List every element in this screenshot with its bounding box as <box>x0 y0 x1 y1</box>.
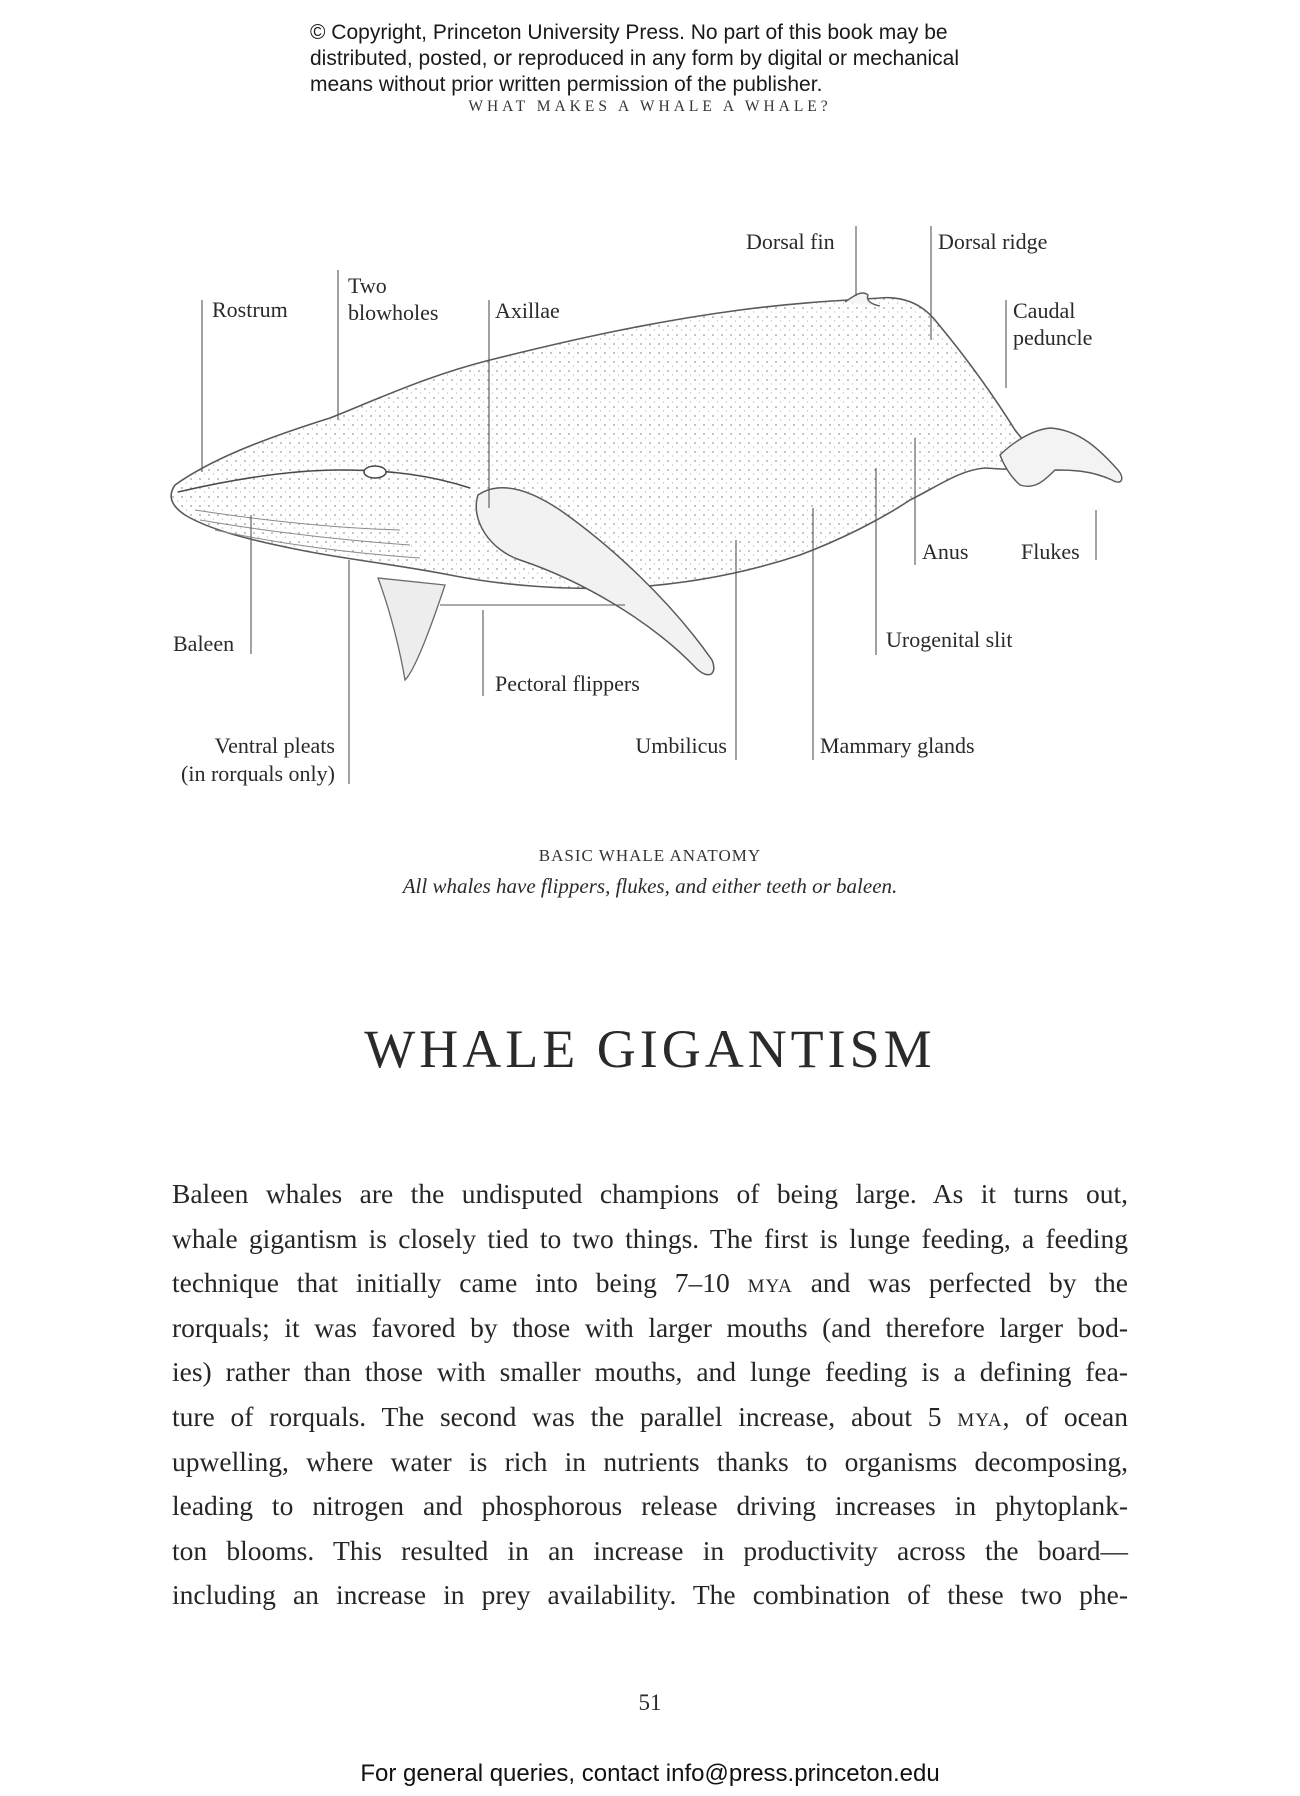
label-baleen: Baleen <box>173 631 235 656</box>
whale-far-flipper <box>378 578 445 680</box>
label-blowholes: blowholes <box>348 300 439 325</box>
body-text-segment: ture of rorquals. The second was the parallel increase, about 5 <box>172 1400 942 1432</box>
body-paragraph <box>172 1172 1128 1618</box>
label-two: Two <box>348 273 387 298</box>
body-line: leading to nitrogen and phosphorous release driving increases in phytoplank- <box>172 1490 1128 1522</box>
body-text-segment: technique that initially came into being 7–10 <box>172 1267 730 1299</box>
label-ventral-pleats: Ventral pleats <box>214 733 335 758</box>
label-flukes: Flukes <box>1021 539 1080 564</box>
label-caudal: Caudal <box>1013 298 1076 323</box>
body-line: including an increase in prey availability. The combination of these two phe- <box>172 1579 1128 1611</box>
copyright-line: distributed, posted, or reproduced in any form by digital or mechanical <box>310 47 960 70</box>
label-axillae: Axillae <box>495 298 560 323</box>
body-line: rorquals; it was favored by those with larger mouths (and therefore larger bod- <box>172 1311 1128 1343</box>
body-line: Baleen whales are the undisputed champions of being large. As it turns out, <box>172 1178 1128 1209</box>
whale-eye <box>364 466 386 478</box>
section-title: WHALE GIGANTISM <box>364 1019 936 1079</box>
page-number: 51 <box>638 1690 662 1715</box>
body-text-segment: , of ocean <box>1002 1400 1129 1432</box>
small-caps-abbrev: MYA <box>747 1276 793 1298</box>
copyright-line: means without prior written permission of the publisher. <box>310 73 823 96</box>
body-line <box>172 1395 1128 1440</box>
body-line: upwelling, where water is rich in nutrients thanks to organisms decomposing, <box>172 1445 1128 1477</box>
label-peduncle: peduncle <box>1013 325 1093 350</box>
figure-caption: All whales have flippers, flukes, and either teeth or baleen. <box>402 874 898 898</box>
small-caps-abbrev: MYA <box>957 1409 1003 1431</box>
body-line: ies) rather than those with smaller mouths, and lunge feeding is a defining fea- <box>172 1356 1128 1388</box>
label-rostrum: Rostrum <box>212 297 288 322</box>
label-in-rorquals-only: (in rorquals only) <box>181 761 335 786</box>
label-dorsal-ridge: Dorsal ridge <box>938 229 1048 254</box>
body-line: ton blooms. This resulted in an increase in productivity across the board— <box>172 1534 1128 1566</box>
label-anus: Anus <box>922 539 969 564</box>
body-line <box>172 1261 1128 1306</box>
copyright-line: © Copyright, Princeton University Press. No part of this book may be <box>310 21 948 44</box>
label-dorsal-fin: Dorsal fin <box>746 229 835 254</box>
label-pectoral-flippers: Pectoral flippers <box>495 671 640 696</box>
whale-illustration <box>0 0 1300 820</box>
label-mammary-glands: Mammary glands <box>820 733 975 758</box>
running-head: WHAT MAKES A WHALE A WHALE? <box>468 98 832 115</box>
body-text-segment: and was perfected by the <box>810 1267 1129 1299</box>
whale-anatomy-figure <box>0 0 1300 820</box>
label-urogenital-slit: Urogenital slit <box>886 627 1013 652</box>
label-umbilicus: Umbilicus <box>635 733 727 758</box>
footer-contact: For general queries, contact info@press.princeton.edu <box>360 1760 940 1787</box>
body-line: whale gigantism is closely tied to two things. The first is lunge feeding, a feeding <box>172 1222 1128 1254</box>
figure-title: BASIC WHALE ANATOMY <box>538 846 762 865</box>
